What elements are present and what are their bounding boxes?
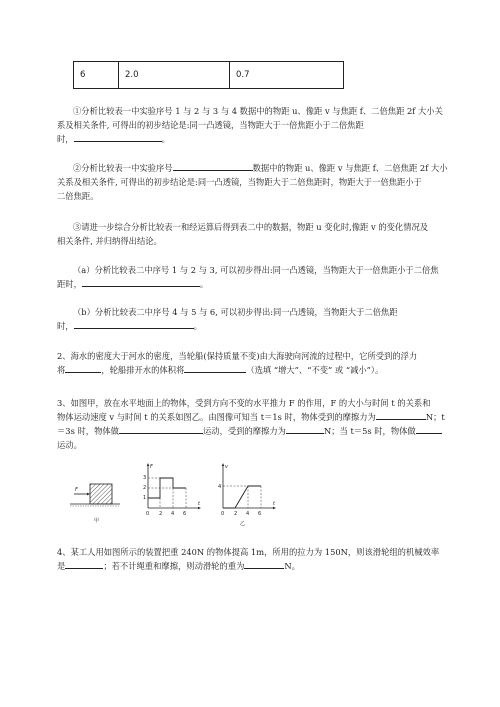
paragraph-part-a	[57, 263, 457, 291]
answer-blank[interactable]	[416, 424, 442, 434]
text-segment: ＝3s 时，物体做	[57, 426, 119, 436]
text-segment: 物体运动速度 v 与时间 t 的关系如图乙。由图像可知当 t＝1s 时，物体受到的摩擦力为	[57, 412, 376, 422]
text-segment: 数据中的物距 u、像距 v 与焦距 f、二倍焦距 2f 大小	[252, 163, 448, 173]
label-jia: 甲	[94, 518, 100, 524]
text-segment: 。	[199, 279, 209, 289]
text-line: 系及相关条件, 可得出的初步结论是:同一凸透镜，当物距大于一倍焦距小于二倍焦距	[57, 120, 364, 130]
text-segment: ②分析比较表一中实验序号	[73, 163, 173, 173]
table-row	[74, 62, 344, 89]
text-line: 2、海水的密度大于河水的密度，当轮船(保持质量不变)由大海驶向河流的过程中，它所受到的浮力	[57, 351, 418, 361]
block	[90, 484, 112, 504]
answer-blank[interactable]	[244, 559, 284, 569]
text-line: （a）分析比较表二中序号 1 与 2 与 3, 可以初步得出:同一凸透镜，当物距大于一倍焦距小于二倍焦	[73, 265, 439, 275]
answer-blank[interactable]	[74, 319, 194, 329]
x-axis-arrowhead	[273, 507, 276, 509]
x-tick-label: 4	[246, 511, 250, 517]
answer-blank[interactable]	[376, 410, 426, 420]
graph-velocity-time	[218, 463, 276, 517]
answer-blank[interactable]	[119, 424, 203, 434]
text-segment: N。	[284, 561, 300, 571]
y-tick-label: 2	[143, 485, 147, 491]
graph-force-time	[143, 463, 201, 517]
question-3	[57, 396, 467, 452]
y-tick-label: 3	[143, 475, 147, 481]
x-tick-label: 2	[159, 511, 163, 517]
x-tick-label: 0	[221, 511, 225, 517]
text-segment: 运动，受到的摩擦力为	[202, 426, 286, 436]
text-segment: ；若不计绳重和摩擦，则动滑轮的重为	[103, 561, 245, 571]
text-segment: 是	[57, 561, 66, 571]
x-tick-label: 6	[258, 511, 262, 517]
text-segment: 时，	[57, 134, 74, 144]
x-tick-label: 6	[183, 511, 187, 517]
answer-blank[interactable]	[74, 132, 162, 142]
answer-blank[interactable]	[65, 559, 103, 569]
table-cell: 6	[74, 62, 119, 89]
x-tick-label: 4	[171, 511, 175, 517]
text-segment: ，轮船排开水的体积将	[101, 365, 185, 375]
y-axis-arrowhead	[222, 463, 224, 466]
text-line: 运动。	[57, 440, 82, 450]
table-cell: 2.0	[119, 62, 230, 89]
force-label: F	[75, 487, 78, 493]
text-line: ③请进一步综合分析比较表一和经运算后得到表二中的数据，物距 u 变化时,像距 v 的变化情况及	[73, 222, 429, 232]
x-axis-label: t	[273, 501, 275, 507]
text-segment: N；当 t＝5s 时，物体做	[323, 426, 416, 436]
paragraph-conclusion-2	[57, 161, 457, 203]
y-axis-arrowhead	[147, 463, 149, 466]
text-line: 3、如图甲，放在水平地面上的物体，受到方向不变的水平推力 F 的作用，F 的大小与时间 t 的关系和	[57, 398, 431, 408]
text-line: 关系及相关条件, 可得出的初步结论是:同一凸透镜，当物距大于二倍焦距时，物距大于一倍焦距小于	[57, 177, 422, 187]
x-tick-label: 2	[234, 511, 238, 517]
paragraph-conclusion-1	[57, 104, 457, 146]
figure-force-velocity	[60, 460, 280, 532]
diagram-block-push	[70, 484, 120, 524]
answer-blank[interactable]	[286, 424, 324, 434]
text-line: ①分析比较表一中实验序号 1 与 2 与 3 与 4 数据中的物距 u、像距 v 与焦距 f、二倍焦距 2f 大小关	[73, 106, 443, 116]
y-tick-label: 4	[218, 484, 222, 490]
text-segment: 。	[193, 321, 202, 331]
text-segment: 。	[161, 134, 170, 144]
answer-blank[interactable]	[65, 363, 101, 373]
text-segment: N；t	[425, 412, 445, 422]
y-axis-label: v	[225, 464, 228, 470]
answer-blank[interactable]	[184, 363, 246, 373]
y-tick-label: 1	[143, 495, 147, 501]
text-segment: 将	[57, 365, 66, 375]
text-segment: （选填 “增大”、“不变” 或 “减小”）。	[246, 365, 384, 375]
x-tick-label: 0	[146, 511, 150, 517]
velocity-curve	[223, 486, 261, 508]
paragraph-instruction-3	[57, 220, 457, 248]
x-axis-arrowhead	[198, 507, 201, 509]
label-yi: 乙	[240, 521, 246, 527]
data-table	[73, 61, 344, 89]
text-line: 相关条件, 并归纳得出结论。	[57, 236, 162, 246]
answer-blank[interactable]	[82, 277, 200, 287]
text-line: 二倍焦距。	[57, 191, 99, 201]
question-4	[57, 545, 467, 573]
paragraph-part-b	[57, 305, 457, 333]
answer-blank[interactable]	[173, 161, 253, 171]
y-axis-label: F	[150, 464, 153, 470]
question-2	[57, 349, 457, 377]
table-cell: 0.7	[230, 62, 344, 89]
text-line: 4、某工人用如图所示的装置把重 240N 的物体提高 1m，所用的拉力为 150N，则该滑轮组的机械效率	[57, 547, 440, 557]
text-segment: 距时，	[57, 279, 82, 289]
text-segment: 时，	[57, 321, 74, 331]
x-axis-label: t	[198, 501, 200, 507]
force-arrowhead	[87, 493, 90, 496]
text-line: （b）分析比较表二中序号 4 与 5 与 6, 可以初步得出:同一凸透镜，当物距大于二倍焦距	[73, 307, 398, 317]
